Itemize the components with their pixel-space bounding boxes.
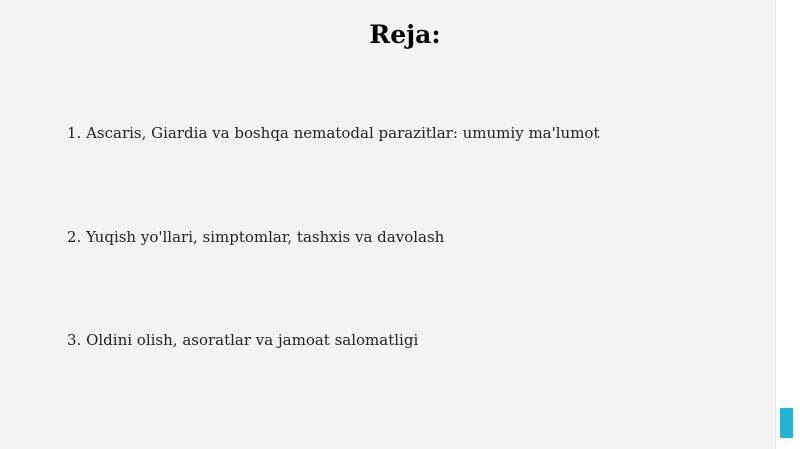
vertical-scrollbar[interactable] (775, 0, 800, 449)
plan-item: 2. Yuqish yo'llari, simptomlar, tashxis va davolash (67, 228, 445, 246)
plan-item: 1. Ascaris, Giardia va boshqa nematodal parazitlar: umumiy ma'lumot (67, 124, 600, 142)
slide-title: Reja: (369, 20, 441, 49)
scrollbar-thumb[interactable] (780, 408, 793, 438)
plan-item: 3. Oldini olish, asoratlar va jamoat salomatligi (67, 331, 419, 349)
